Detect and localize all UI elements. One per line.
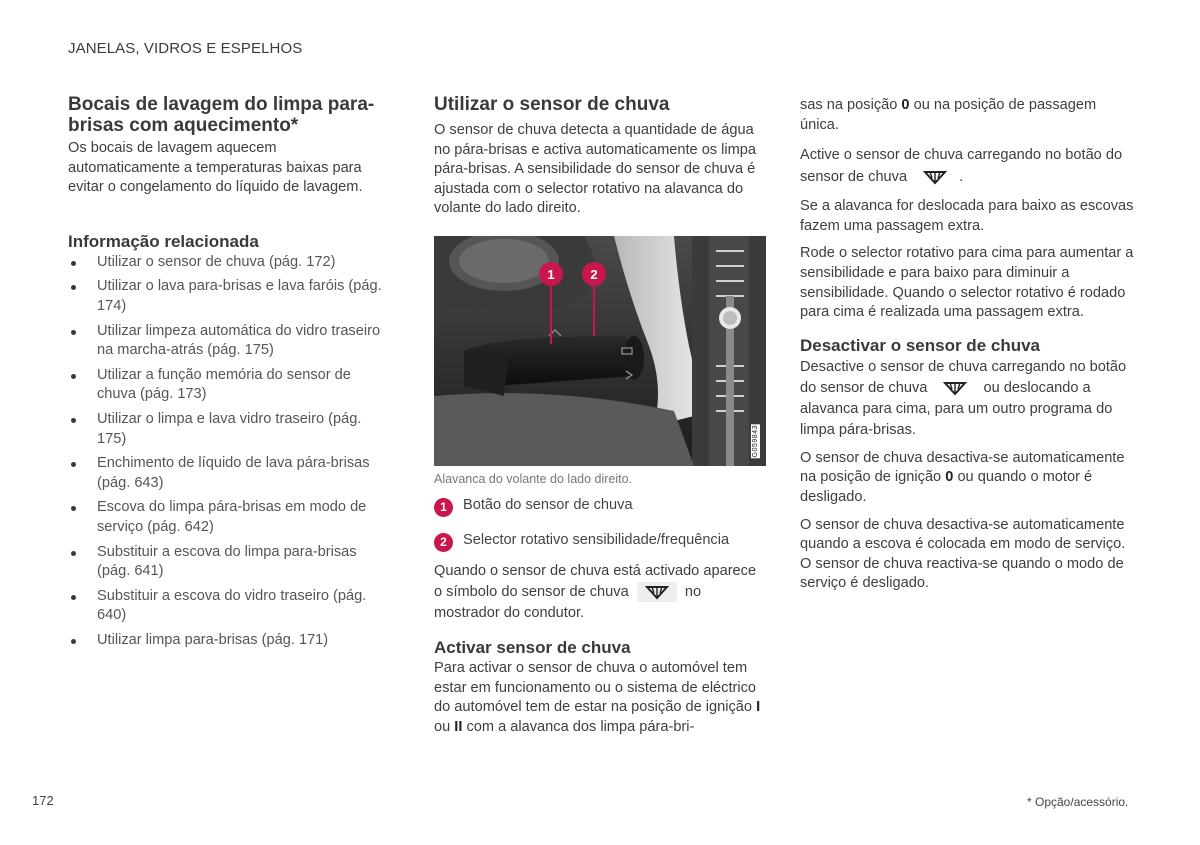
position-0: 0 xyxy=(901,97,910,113)
activate-text-ou: ou xyxy=(434,718,451,735)
extra-sweep-text: Se a alavanca for deslocada para baixo as escovas fazem uma passagem extra. xyxy=(800,198,1134,234)
rain-sensor-icon xyxy=(915,167,955,187)
callout-2: 2 xyxy=(590,266,598,282)
heated-washer-nozzles-title: Bocais de lavagem do limpa para-brisas com aquecimento* xyxy=(68,94,375,136)
column-3 xyxy=(800,96,1135,594)
legend-item-2 xyxy=(434,531,764,552)
service-mode-text: O sensor de chuva desactiva-se automaticamente quando a escova é colocada em modo de serviço. O sensor de chuva reactiva-se quando o modo de serviço é desligado. xyxy=(800,516,1126,592)
section-header: JANELAS, VIDROS E ESPELHOS xyxy=(68,40,303,57)
cont-text-a: sas na posição xyxy=(800,97,898,113)
continued-text xyxy=(800,96,1135,135)
ignition-I: I xyxy=(756,699,761,716)
footnote: * Opção/acessório. xyxy=(1027,795,1129,809)
steering-lever-figure xyxy=(434,236,766,466)
related-link[interactable]: Utilizar o limpa e lava vidro traseiro (pág. 175) xyxy=(68,410,390,449)
auto-deactivate-a: O sensor de chuva desactiva-se automaticamente na posição de ignição xyxy=(800,449,1125,486)
legend-number-1: 1 xyxy=(434,498,453,517)
deactivate-text-a: Desactive o sensor de chuva carregando no botão do sensor de chuva xyxy=(800,358,1127,396)
rain-sensor-indicator-text xyxy=(434,561,764,624)
rain-sensor-icon xyxy=(935,378,975,398)
related-link[interactable]: Utilizar limpeza automática do vidro traseiro na marcha-atrás (pág. 175) xyxy=(68,322,390,361)
ignition-0: 0 xyxy=(945,469,954,486)
page-number: 172 xyxy=(32,793,54,808)
activate-instruction-b: . xyxy=(959,169,964,186)
steering-lever-illustration xyxy=(434,236,766,466)
auto-deactivate-ignition-text xyxy=(800,449,1135,508)
activate-instruction xyxy=(800,144,1135,188)
related-link[interactable]: Enchimento de líquido de lava pára-brisas (pág. 643) xyxy=(68,454,390,493)
related-link[interactable]: Utilizar o sensor de chuva (pág. 172) xyxy=(68,253,390,273)
figure-code: G059843 xyxy=(752,424,759,457)
related-link[interactable]: Utilizar limpa para-brisas (pág. 171) xyxy=(68,631,390,651)
activate-rain-sensor-text xyxy=(434,659,764,737)
legend-text-1: Botão do sensor de chuva xyxy=(463,496,633,513)
activate-text-a: Para activar o sensor de chuva o automóvel tem estar em funcionamento ou o sistema de eléctrico do automóvel tem de estar na posição de ignição xyxy=(434,659,757,716)
related-information-list xyxy=(68,253,390,651)
figure-caption: Alavanca do volante do lado direito. xyxy=(434,471,633,486)
activate-rain-sensor-title: Activar sensor de chuva xyxy=(434,637,631,657)
indicator-text-a: Quando o sensor de chuva está activado aparece o símbolo do sensor de chuva xyxy=(434,562,757,600)
rain-sensor-intro: O sensor de chuva detecta a quantidade de água no pára-brisas e activa automaticamente os limpa pára-brisas. A sensibilidade do sensor de chuva é ajustada com o selector rotativo na alavanca do volante do lado direito. xyxy=(434,122,757,217)
legend-text-2: Selector rotativo sensibilidade/frequência xyxy=(463,531,730,548)
legend-number-2: 2 xyxy=(434,533,453,552)
column-2 xyxy=(434,94,764,737)
heated-washer-nozzles-text: Os bocais de lavagem aquecem automaticamente a temperaturas baixas para evitar o congelamento do líquido de lavagem. xyxy=(68,140,363,196)
sensitivity-text: Rode o selector rotativo para cima para aumentar a sensibilidade e para baixo para diminuir a sensibilidade. Quando o selector rotativo é rodado para cima é realizada uma passagem extra. xyxy=(800,245,1134,321)
related-information-title: Informação relacionada xyxy=(68,231,259,251)
related-link[interactable]: Utilizar a função memória do sensor de chuva (pág. 173) xyxy=(68,366,390,405)
rain-sensor-title: Utilizar o sensor de chuva xyxy=(434,94,670,115)
activate-instruction-a: Active o sensor de chuva carregando no botão do sensor de chuva xyxy=(800,147,1123,186)
related-link[interactable]: Escova do limpa pára-brisas em modo de serviço (pág. 642) xyxy=(68,498,390,537)
callout-1: 1 xyxy=(547,266,555,282)
column-1 xyxy=(68,94,390,655)
deactivate-text xyxy=(800,357,1135,441)
related-link[interactable]: Substituir a escova do vidro traseiro (pág. 640) xyxy=(68,587,390,626)
activate-text-b: com a alavanca dos limpa pára-bri- xyxy=(466,718,695,735)
deactivate-text-b: ou deslocando a alavanca para cima, para um outro programa do limpa pára-brisas. xyxy=(800,379,1113,438)
cont-text-b: ou na posição de passagem única. xyxy=(800,97,1097,133)
legend-item-1 xyxy=(434,496,764,517)
related-link[interactable]: Utilizar o lava para-brisas e lava faróis (pág. 174) xyxy=(68,277,390,316)
rain-sensor-icon xyxy=(637,582,677,602)
deactivate-rain-sensor-title: Desactivar o sensor de chuva xyxy=(800,335,1041,355)
related-link[interactable]: Substituir a escova do limpa para-brisas (pág. 641) xyxy=(68,543,390,582)
ignition-II: II xyxy=(454,718,463,735)
indicator-text-b: no mostrador do condutor. xyxy=(434,583,702,621)
auto-deactivate-b: ou quando o motor é desligado. xyxy=(800,469,1093,505)
